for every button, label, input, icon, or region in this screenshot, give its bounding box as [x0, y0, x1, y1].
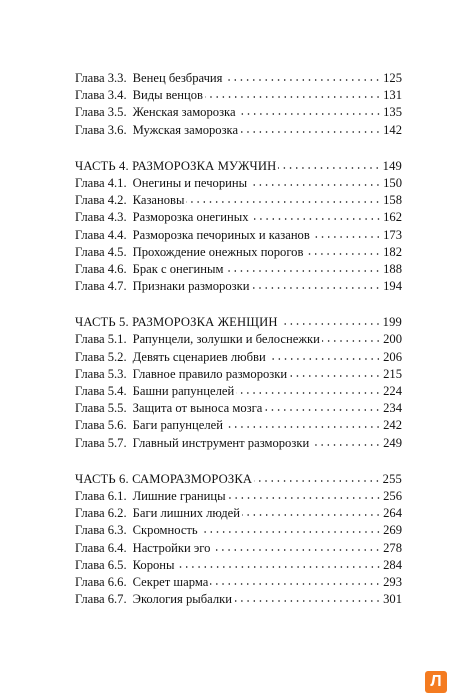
dot-leader [311, 443, 381, 447]
toc-entry [75, 417, 402, 434]
toc-entry [75, 505, 402, 522]
chapter-number: Глава 5.7. [75, 435, 127, 450]
chapter-number: Глава 4.7. [75, 279, 127, 294]
chapter-title: Баги лишних людей [132, 506, 240, 521]
chapter-title: Признаки разморозки [132, 279, 250, 294]
page-number: 142 [383, 122, 402, 137]
toc-section [75, 471, 402, 609]
page-number: 234 [383, 401, 402, 416]
dot-leader [225, 425, 381, 429]
dot-leader [280, 322, 381, 326]
dot-leader [225, 269, 381, 273]
page-number: 255 [382, 471, 402, 486]
toc-part-heading [75, 471, 402, 488]
toc-entry [75, 261, 402, 278]
dot-leader [251, 286, 381, 290]
toc-entry [75, 104, 402, 121]
chapter-number: Глава 5.5. [75, 401, 127, 416]
chapter-title: Главный инструмент разморозки [132, 435, 310, 450]
page-number: 135 [383, 105, 402, 120]
toc-section [75, 70, 402, 139]
page-number: 293 [383, 574, 402, 589]
chapter-number: Глава 4.2. [75, 193, 127, 208]
toc-entry [75, 227, 402, 244]
chapter-title: Мужская заморозка [132, 122, 239, 137]
dot-leader [186, 200, 381, 204]
page-number: 301 [383, 592, 402, 607]
dot-leader [268, 357, 381, 361]
toc-entry [75, 192, 402, 209]
toc-entry [75, 522, 402, 539]
page-number: 158 [383, 193, 402, 208]
dot-leader [234, 599, 381, 603]
chapter-title: Лишние границы [132, 488, 226, 503]
chapter-number: Глава 6.2. [75, 506, 127, 521]
table-of-contents [75, 70, 402, 608]
chapter-title: Девять сценариев любви [132, 349, 266, 364]
dot-leader [228, 496, 382, 500]
chapter-number: Глава 5.4. [75, 384, 127, 398]
toc-entry [75, 540, 402, 557]
dot-leader [236, 391, 381, 395]
page-number: 278 [383, 540, 402, 555]
toc-entry [75, 87, 402, 104]
page-number: 188 [383, 261, 402, 276]
dot-leader [254, 479, 380, 483]
toc-entry [75, 122, 402, 139]
page-number: 242 [383, 418, 402, 433]
chapter-number: Глава 4.4. [75, 227, 127, 242]
chapter-number: Глава 6.5. [75, 557, 127, 572]
chapter-number: Глава 6.1. [75, 488, 127, 503]
toc-entry [75, 591, 402, 608]
chapter-number: Глава 6.4. [75, 540, 127, 555]
dot-leader [212, 548, 381, 552]
chapter-number: Глава 3.4. [75, 88, 127, 103]
chapter-title: Брак с онегиным [132, 261, 224, 276]
page-number: 125 [383, 71, 402, 85]
page-number: 162 [383, 210, 402, 225]
chapter-title: Секрет шарма [132, 574, 209, 589]
chapter-title: Онегины и печорины [132, 175, 248, 190]
toc-entry [75, 435, 402, 452]
chapter-number: Глава 6.6. [75, 574, 127, 589]
part-title: ЧАСТЬ 5. РАЗМОРОЗКА ЖЕНЩИН [75, 315, 278, 330]
chapter-number: Глава 5.2. [75, 349, 127, 364]
page-number: 182 [383, 244, 402, 259]
toc-entry [75, 331, 402, 348]
toc-entry [75, 349, 402, 366]
toc-entry [75, 70, 402, 87]
chapter-title: Баги рапунцелей [132, 418, 223, 433]
dot-leader [305, 252, 381, 256]
dot-leader [205, 95, 381, 99]
chapter-title: Разморозка онегиных [132, 210, 249, 225]
chapter-number: Глава 4.3. [75, 210, 127, 225]
toc-section [75, 314, 402, 452]
toc-entry [75, 209, 402, 226]
dot-leader [322, 339, 381, 343]
toc-part-heading [75, 158, 402, 175]
chapter-number: Глава 3.5. [75, 105, 127, 120]
toc-section [75, 158, 402, 296]
chapter-title: Виды венцов [132, 88, 203, 103]
page-number: 256 [383, 488, 402, 503]
page-number: 264 [383, 506, 402, 521]
page-number: 131 [383, 88, 402, 103]
chapter-number: Глава 4.5. [75, 244, 127, 259]
toc-entry [75, 278, 402, 295]
toc-entry [75, 574, 402, 591]
chapter-title: Женская заморозка [132, 105, 236, 120]
toc-entry [75, 175, 402, 192]
page-number: 200 [383, 332, 402, 347]
chapter-number: Глава 5.1. [75, 332, 127, 347]
chapter-title: Скромность [132, 523, 198, 538]
chapter-number: Глава 3.3. [75, 71, 127, 85]
page-number: 149 [382, 158, 402, 173]
chapter-title: Настройки эго [132, 540, 211, 555]
chapter-title: Венец безбрачия [132, 71, 223, 85]
toc-entry [75, 557, 402, 574]
toc-entry [75, 400, 402, 417]
chapter-title: Рапунцели, золушки и белоснежки [132, 332, 320, 347]
dot-leader [210, 582, 381, 586]
page-number: 173 [383, 227, 402, 242]
chapter-title: Экология рыбалки [132, 592, 232, 607]
chapter-number: Глава 6.3. [75, 523, 127, 538]
chapter-title: Разморозка печориных и казанов [132, 227, 310, 242]
page-number: 249 [383, 435, 402, 450]
dot-leader [312, 235, 381, 239]
dot-leader [278, 166, 380, 170]
dot-leader [224, 78, 381, 82]
dot-leader [177, 565, 382, 569]
dot-leader [238, 112, 382, 116]
toc-entry [75, 383, 402, 400]
page-number: 224 [383, 384, 402, 398]
page-number: 206 [383, 349, 402, 364]
chapter-title: Башни рапунцелей [132, 384, 235, 398]
toc-entry [75, 488, 402, 505]
chapter-number: Глава 4.1. [75, 175, 127, 190]
dot-leader [289, 374, 381, 378]
chapter-number: Глава 3.6. [75, 122, 127, 137]
page-number: 215 [383, 366, 402, 381]
page-number: 194 [383, 279, 402, 294]
chapter-title: Главное правило разморозки [132, 366, 288, 381]
page-number: 284 [383, 557, 402, 572]
part-title: ЧАСТЬ 6. САМОРАЗМОРОЗКА [75, 471, 253, 486]
chapter-number: Глава 6.7. [75, 592, 127, 607]
dot-leader [251, 217, 382, 221]
chapter-title: Защита от выноса мозга [132, 401, 263, 416]
page-number: 269 [383, 523, 402, 538]
chapter-title: Прохождение онежных порогов [132, 244, 304, 259]
chapter-number: Глава 4.6. [75, 261, 127, 276]
toc-entry [75, 366, 402, 383]
chapter-title: Короны [132, 557, 175, 572]
page-number: 199 [382, 315, 402, 330]
chapter-number: Глава 5.6. [75, 418, 127, 433]
chapter-number: Глава 5.3. [75, 366, 127, 381]
dot-leader [200, 530, 381, 534]
labirint-logo-icon: Л [425, 671, 447, 693]
dot-leader [240, 130, 381, 134]
chapter-title: Казановы [132, 193, 185, 208]
dot-leader [242, 513, 381, 517]
dot-leader [264, 408, 381, 412]
toc-entry [75, 244, 402, 261]
toc-part-heading [75, 314, 402, 331]
page-number: 150 [383, 175, 402, 190]
part-title: ЧАСТЬ 4. РАЗМОРОЗКА МУЖЧИН [75, 158, 277, 173]
dot-leader [249, 183, 381, 187]
